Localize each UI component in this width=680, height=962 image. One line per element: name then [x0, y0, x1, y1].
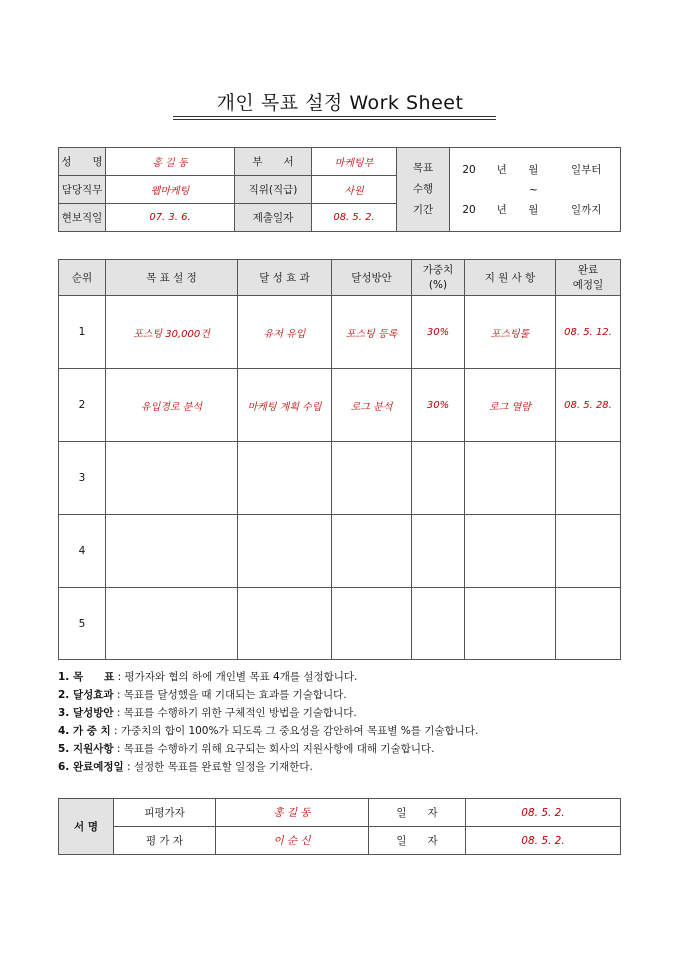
goal-cell[interactable]: 유입경로 분석	[106, 369, 238, 442]
method-cell[interactable]	[332, 515, 412, 588]
instruction-item: 2. 달성효과 : 목표를 달성했을 때 기대되는 효과를 기술합니다.	[58, 689, 347, 701]
table-row	[59, 296, 621, 369]
signature-label: 서 명	[59, 799, 114, 855]
rank-cell: 3	[59, 442, 106, 515]
support-cell[interactable]: 포스팅툴	[465, 296, 556, 369]
name-value[interactable]: 홍 길 동	[106, 148, 235, 176]
evaluator-value[interactable]: 이 순 신	[216, 827, 369, 855]
title-underline	[173, 116, 496, 117]
instruction-item: 1. 목 표 : 평가자와 협의 하에 개인별 목표 4개를 설정합니다.	[58, 671, 358, 683]
instruction-item: 6. 완료예정일 : 설정한 목표를 완료할 일정을 기재한다.	[58, 761, 313, 773]
evaluatee-date-label: 일 자	[369, 799, 466, 827]
instruction-item: 3. 달성방안 : 목표를 수행하기 위한 구체적인 방법을 기술합니다.	[58, 707, 357, 719]
evaluatee-label: 피평가자	[114, 799, 216, 827]
dept-label: 부 서	[235, 148, 312, 176]
header-support: 지 원 사 항	[465, 260, 556, 296]
instruction-item: 4. 가 중 치 : 가중치의 합이 100%가 되도록 그 중요성을 감안하여 목표별 %를 기술합니다.	[58, 725, 479, 737]
due-cell[interactable]: 08. 5. 28.	[556, 369, 621, 442]
page-title: 개인 목표 설정 Work Sheet	[216, 92, 464, 114]
support-cell[interactable]	[465, 588, 556, 660]
weight-cell[interactable]	[412, 515, 465, 588]
effect-cell[interactable]: 유저 유입	[238, 296, 332, 369]
name-label: 성 명	[59, 148, 106, 176]
submit-date-label: 제출일자	[235, 204, 312, 232]
table-row	[59, 588, 621, 660]
rank-cell: 4	[59, 515, 106, 588]
goals-table	[58, 259, 621, 660]
evaluator-date-label: 일 자	[369, 827, 466, 855]
evaluatee-date-value[interactable]: 08. 5. 2.	[466, 799, 621, 827]
evaluator-date-value[interactable]: 08. 5. 2.	[466, 827, 621, 855]
instructions-list	[58, 668, 478, 776]
due-cell[interactable]	[556, 515, 621, 588]
rank-cell: 1	[59, 296, 106, 369]
due-cell[interactable]: 08. 5. 12.	[556, 296, 621, 369]
support-cell[interactable]	[465, 442, 556, 515]
header-goal: 목 표 설 정	[106, 260, 238, 296]
period-value[interactable]: 20 년 월 일부터 ~ 20 년 월 일까지	[450, 148, 621, 232]
table-row	[59, 369, 621, 442]
header-effect: 달 성 효 과	[238, 260, 332, 296]
current-post-value[interactable]: 07. 3. 6.	[106, 204, 235, 232]
effect-cell[interactable]	[238, 588, 332, 660]
period-label: 목표 수행 기간	[397, 148, 450, 232]
goal-cell[interactable]: 포스팅 30,000건	[106, 296, 238, 369]
period-tilde: ~	[528, 183, 538, 196]
effect-cell[interactable]	[238, 515, 332, 588]
rank-cell: 5	[59, 588, 106, 660]
duty-label: 담당직무	[59, 176, 106, 204]
position-value[interactable]: 사원	[312, 176, 397, 204]
current-post-label: 현보직일	[59, 204, 106, 232]
header-rank: 순위	[59, 260, 106, 296]
position-label: 직위(직급)	[235, 176, 312, 204]
header-due: 완료 예정일	[556, 260, 621, 296]
dept-value[interactable]: 마케팅부	[312, 148, 397, 176]
instruction-item: 5. 지원사항 : 목표를 수행하기 위해 요구되는 회사의 지원사항에 대해 기술합니다.	[58, 743, 435, 755]
method-cell[interactable]	[332, 442, 412, 515]
table-row	[59, 515, 621, 588]
weight-cell[interactable]: 30%	[412, 296, 465, 369]
header-weight: 가중치 (%)	[412, 260, 465, 296]
weight-cell[interactable]	[412, 588, 465, 660]
due-cell[interactable]	[556, 588, 621, 660]
goal-cell[interactable]	[106, 442, 238, 515]
goal-cell[interactable]	[106, 515, 238, 588]
method-cell[interactable]	[332, 588, 412, 660]
support-cell[interactable]: 로그 열람	[465, 369, 556, 442]
effect-cell[interactable]: 마케팅 계획 수립	[238, 369, 332, 442]
info-table	[58, 147, 621, 232]
due-cell[interactable]	[556, 442, 621, 515]
rank-cell: 2	[59, 369, 106, 442]
table-row	[59, 442, 621, 515]
submit-date-value[interactable]: 08. 5. 2.	[312, 204, 397, 232]
support-cell[interactable]	[465, 515, 556, 588]
weight-cell[interactable]: 30%	[412, 369, 465, 442]
goal-cell[interactable]	[106, 588, 238, 660]
method-cell[interactable]: 로그 분석	[332, 369, 412, 442]
evaluator-label: 평 가 자	[114, 827, 216, 855]
duty-value[interactable]: 웹마케팅	[106, 176, 235, 204]
effect-cell[interactable]	[238, 442, 332, 515]
title-underline-double	[173, 119, 496, 120]
weight-cell[interactable]	[412, 442, 465, 515]
evaluatee-value[interactable]: 홍 길 동	[216, 799, 369, 827]
method-cell[interactable]: 포스팅 등록	[332, 296, 412, 369]
header-method: 달성방안	[332, 260, 412, 296]
signature-table	[58, 798, 621, 855]
